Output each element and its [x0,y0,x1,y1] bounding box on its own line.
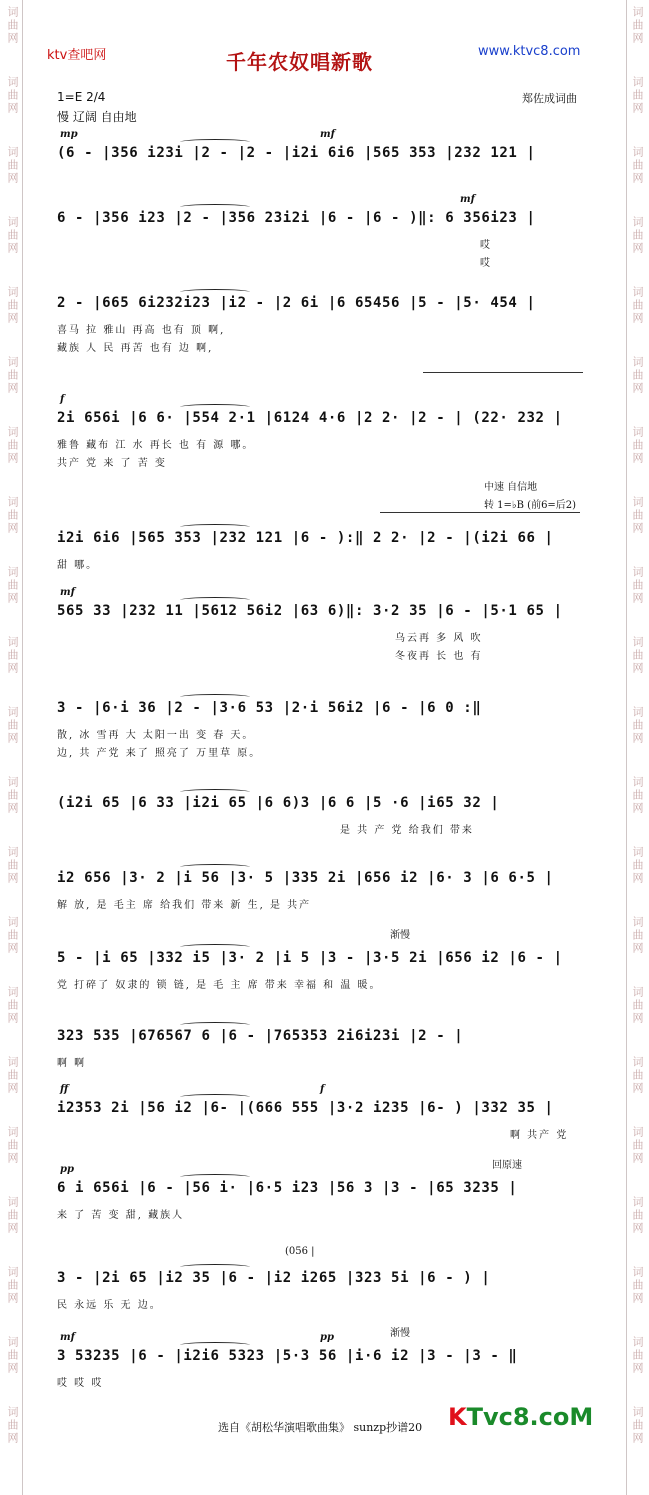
watermark-text: 词曲网 [631,1406,644,1445]
lyric-line: 边, 共 产党 来了 照亮了 万里草 原。 [57,748,262,759]
lyric-line: 来 了 苦 变 甜, 藏族人 [57,1210,185,1221]
site-url-right: www.ktvc8.com [478,44,581,59]
lyric-line: 党 打碎了 奴隶的 锁 链, 是 毛 主 席 带来 幸福 和 温 暖。 [57,980,382,991]
watermark-text: 词曲网 [631,426,644,465]
notation-line: 3 - |6·i 36 |2 - |3·6 53 |2·i 56i2 |6 - |6 0 :‖ [57,700,482,716]
watermark-text: 词曲网 [631,986,644,1025]
watermark-text: 词曲网 [631,636,644,675]
notation-line: 3 - |2i 65 |i2 35 |6 - |i2 i265 |323 5i |6 - ) | [57,1270,491,1286]
dynamic-mark: f [320,1084,325,1095]
dynamic-mark: pp [320,1332,334,1343]
logo-part-a: K [448,1403,467,1431]
watermark-text: 词曲网 [631,356,644,395]
lyric-line: 雅鲁 藏布 江 水 再长 也 有 源 哪。 [57,440,255,451]
lyric-line: 是 共 产 党 给我们 带来 [340,825,474,836]
watermark-text: 词曲网 [631,566,644,605]
notation-line: 6 - |356 i23 |2 - |356 23i2i |6 - |6 - )‖: 6 356i23 | [57,210,536,226]
lyric-line: 哎 哎 哎 [57,1378,104,1389]
watermark-text: 词曲网 [631,286,644,325]
lyric-line: 乌云再 多 风 吹 [395,633,483,644]
dynamic-mark: mf [60,587,75,598]
watermark-text: 词曲网 [6,356,19,395]
row-annotation: 渐慢 [390,1328,410,1339]
lyric-line: 啊 啊 [57,1058,87,1069]
logo-part-b: Tvc8.coM [466,1403,594,1431]
watermark-text: 词曲网 [6,426,19,465]
watermark-text: 词曲网 [6,986,19,1025]
composer-credit: 郑佐成词曲 [522,92,577,105]
watermark-text: 词曲网 [631,916,644,955]
site-logo [448,1403,593,1431]
notation-line: i2i 6i6 |565 353 |232 121 |6 - ):‖ 2 2· |2 - |(i2i 66 | [57,530,554,546]
dynamic-mark: f [60,394,65,405]
lyric-line: 啊 共产 党 [510,1130,569,1141]
lyric-line: 共产 党 来 了 苦 变 [57,458,167,469]
row-annotation: 渐慢 [390,930,410,941]
key-signature: 1=E 2/4 [57,90,106,104]
song-title: 千年农奴唱新歌 [226,50,373,74]
watermark-text: 词曲网 [6,6,19,45]
notation-line: 2i 656i |6 6· |554 2·1 |6124 4·6 |2 2· |2 - | (22· 232 | [57,410,563,426]
watermark-text: 词曲网 [631,1266,644,1305]
dynamic-mark: mf [60,1332,75,1343]
watermark-text: 词曲网 [6,1406,19,1445]
dynamic-mark: pp [60,1164,74,1175]
notation-line: (i2i 65 |6 33 |i2i 65 |6 6)3 |6 6 |5 ·6 |i65 32 | [57,795,500,811]
notation-line: 323 535 |676567 6 |6 - |765353 2i6i23i |2 - | [57,1028,464,1044]
lyric-line: 甜 哪。 [57,560,99,571]
tempo-marking: 慢 辽阔 自由地 [57,110,137,124]
row-annotation: 回原速 [492,1160,522,1171]
watermark-text: 词曲网 [6,76,19,115]
notation-line: 3 53235 |6 - |i2i6 5323 |5·3 56 |i·6 i2 |3 - |3 - ‖ [57,1348,518,1364]
watermark-text: 词曲网 [6,1196,19,1235]
watermark-text: 词曲网 [6,916,19,955]
watermark-text: 词曲网 [6,1336,19,1375]
watermark-text: 词曲网 [631,216,644,255]
key-change-note: 转 1=♭B (前6=后2) [484,500,577,511]
volta-line [380,512,580,513]
lyric-line: 哎 [480,258,492,269]
source-note: 选自《胡松华演唱歌曲集》 sunzp抄谱20 [218,1421,423,1434]
watermark-text: 词曲网 [6,1126,19,1165]
watermark-text: 词曲网 [631,846,644,885]
watermark-text: 词曲网 [6,286,19,325]
watermark-text: 词曲网 [631,1126,644,1165]
watermark-text: 词曲网 [6,636,19,675]
notation-line: 6 i 656i |6 - |56 i· |6·5 i23 |56 3 |3 - |65 3235 | [57,1180,518,1196]
dynamic-mark: mf [460,194,475,205]
lyric-line: 冬夜再 长 也 有 [395,651,483,662]
watermark-text: 词曲网 [6,846,19,885]
watermark-text: 词曲网 [6,1266,19,1305]
notation-line: i2 656 |3· 2 |i 56 |3· 5 |335 2i |656 i2 |6· 3 |6 6·5 | [57,870,554,886]
lyric-line: 散, 冰 雪再 大 太阳一出 变 春 天。 [57,730,255,741]
notation-line: 565 33 |232 11 |5612 56i2 |63 6)‖: 3·2 35 |6 - |5·1 65 | [57,603,563,619]
watermark-text: 词曲网 [6,1056,19,1095]
row-annotation: (056 | [285,1246,315,1257]
lyric-line: 哎 [480,240,492,251]
notation-line: 5 - |i 65 |332 i5 |3· 2 |i 5 |3 - |3·5 2i |656 i2 |6 - | [57,950,563,966]
notation-line: (6 - |356 i23i |2 - |2 - |i2i 6i6 |565 353 |232 121 | [57,145,536,161]
watermark-text: 词曲网 [631,776,644,815]
watermark-text: 词曲网 [631,706,644,745]
watermark-text: 词曲网 [6,566,19,605]
dynamic-mark: ff [60,1084,69,1095]
watermark-text: 词曲网 [631,1056,644,1095]
row-annotation: 中速 自信地 [484,482,538,493]
watermark-text: 词曲网 [6,216,19,255]
watermark-text: 词曲网 [631,496,644,535]
watermark-text: 词曲网 [631,146,644,185]
site-name-left: ktv查吧网 [47,48,107,63]
lyric-line: 民 永远 乐 无 边。 [57,1300,162,1311]
dynamic-mark: mf [320,129,335,140]
watermark-text: 词曲网 [6,496,19,535]
watermark-text: 词曲网 [6,146,19,185]
notation-line: 2 - |665 6i232i23 |i2 - |2 6i |6 65456 |5 - |5· 454 | [57,295,536,311]
watermark-text: 词曲网 [631,1196,644,1235]
watermark-text: 词曲网 [6,706,19,745]
volta-line [423,372,583,373]
lyric-line: 解 放, 是 毛主 席 给我们 带来 新 生, 是 共产 [57,900,312,911]
notation-line: i2353 2i |56 i2 |6- |(666 555 |3·2 i235 |6- ) |332 35 | [57,1100,554,1116]
lyric-line: 喜马 拉 雅山 再高 也有 顶 啊, [57,325,226,336]
lyric-line: 藏族 人 民 再苦 也有 边 啊, [57,343,214,354]
watermark-text: 词曲网 [631,76,644,115]
watermark-text: 词曲网 [6,776,19,815]
watermark-text: 词曲网 [631,1336,644,1375]
watermark-text: 词曲网 [631,6,644,45]
dynamic-mark: mp [60,129,78,140]
